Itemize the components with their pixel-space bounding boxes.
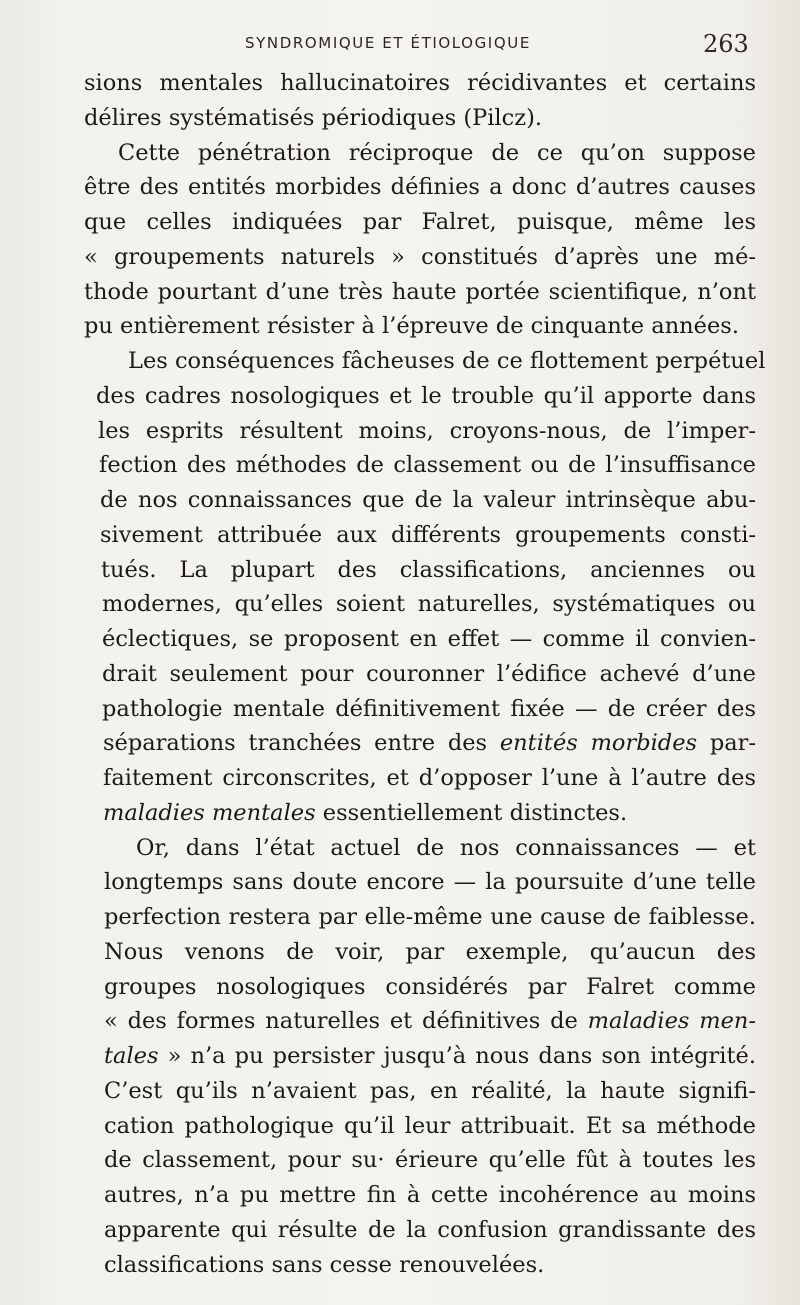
text-line: modernes, qu’elles soient naturelles, systématiques ou <box>102 591 756 618</box>
text-line: tués. La plupart des classifications, anciennes ou <box>101 556 756 583</box>
text-line: « des formes naturelles et définitives de maladies men- <box>104 1008 756 1035</box>
italic-phrase: tales <box>104 1043 159 1069</box>
text-line: sions mentales hallucinatoires récidivantes et certains <box>84 70 756 96</box>
text-line: longtemps sans doute encore — la poursuite d’une telle <box>104 869 756 896</box>
text-line: sivement attribuée aux différents groupements consti- <box>100 521 756 548</box>
text-line: cation pathologique qu’il leur attribuait. Et sa méthode <box>104 1112 756 1139</box>
text-line: autres, n’a pu mettre fin à cette incohérence au moins <box>104 1182 756 1208</box>
text-line: pu entièrement résister à l’épreuve de cinquante années. <box>84 313 740 340</box>
text-line: « groupements naturels » constitués d’après une mé- <box>84 243 756 270</box>
page-number: 263 <box>703 30 749 58</box>
italic-phrase: entités morbides <box>499 730 698 757</box>
running-head <box>0 30 800 60</box>
text-line: de classement, pour su· érieure qu’elle fût à toutes les <box>104 1147 756 1174</box>
italic-phrase: maladies mentales <box>103 799 316 826</box>
text-line: être des entités morbides définies a donc d’autres causes <box>84 174 756 201</box>
text-line: séparations tranchées entre des entités morbides par- <box>103 730 757 757</box>
text-line: les esprits résultent moins, croyons-nous, de l’imper- <box>98 417 756 444</box>
italic-phrase: maladies men- <box>587 1008 756 1035</box>
paragraph-first-line: Cette pénétration réciproque de ce qu’on suppose <box>118 139 756 166</box>
paragraph-first-line: Or, dans l’état actuel de nos connaissances — et <box>136 834 756 861</box>
text-line: que celles indiquées par Falret, puisque, même les <box>84 209 756 235</box>
text-line: C’est qu’ils n’avaient pas, en réalité, la haute signifi- <box>104 1077 756 1104</box>
text-line: délires systématisés périodiques (Pilcz). <box>84 104 543 131</box>
text-line: perfection restera par elle-même une cause de faiblesse. <box>104 904 756 930</box>
text-line: maladies mentales essentiellement distinctes. <box>103 799 628 826</box>
text-line: pathologie mentale définitivement fixée — de créer des <box>102 695 756 722</box>
paragraph-first-line: Les conséquences fâcheuses de ce flottement perpétuel <box>128 348 766 374</box>
text-line: des cadres nosologiques et le trouble qu’il apporte dans <box>96 382 756 409</box>
text-line: Nous venons de voir, par exemple, qu’aucun des <box>104 938 756 965</box>
text-line: thode pourtant d’une très haute portée scientifique, n’ont <box>84 278 756 305</box>
text-line: apparente qui résulte de la confusion grandissante des <box>104 1216 756 1243</box>
text-line: tales » n’a pu persister jusqu’à nous dans son intégrité. <box>104 1043 756 1069</box>
text-line: faitement circonscrites, et d’opposer l’une à l’autre des <box>103 765 756 791</box>
text-line: de nos connaissances que de la valeur intrinsèque abu- <box>100 487 756 513</box>
text-line: groupes nosologiques considérés par Falret comme <box>104 973 756 1000</box>
text-line: fection des méthodes de classement ou de l’insuffisance <box>99 452 756 479</box>
text-line: classifications sans cesse renouvelées. <box>104 1251 545 1278</box>
text-line: éclectiques, se proposent en effet — comme il convien- <box>102 626 756 652</box>
running-title: SYNDROMIQUE ET ÉTIOLOGIQUE <box>245 34 531 52</box>
text-line: drait seulement pour couronner l’édifice achevé d’une <box>102 660 756 687</box>
body-text <box>84 66 766 1282</box>
